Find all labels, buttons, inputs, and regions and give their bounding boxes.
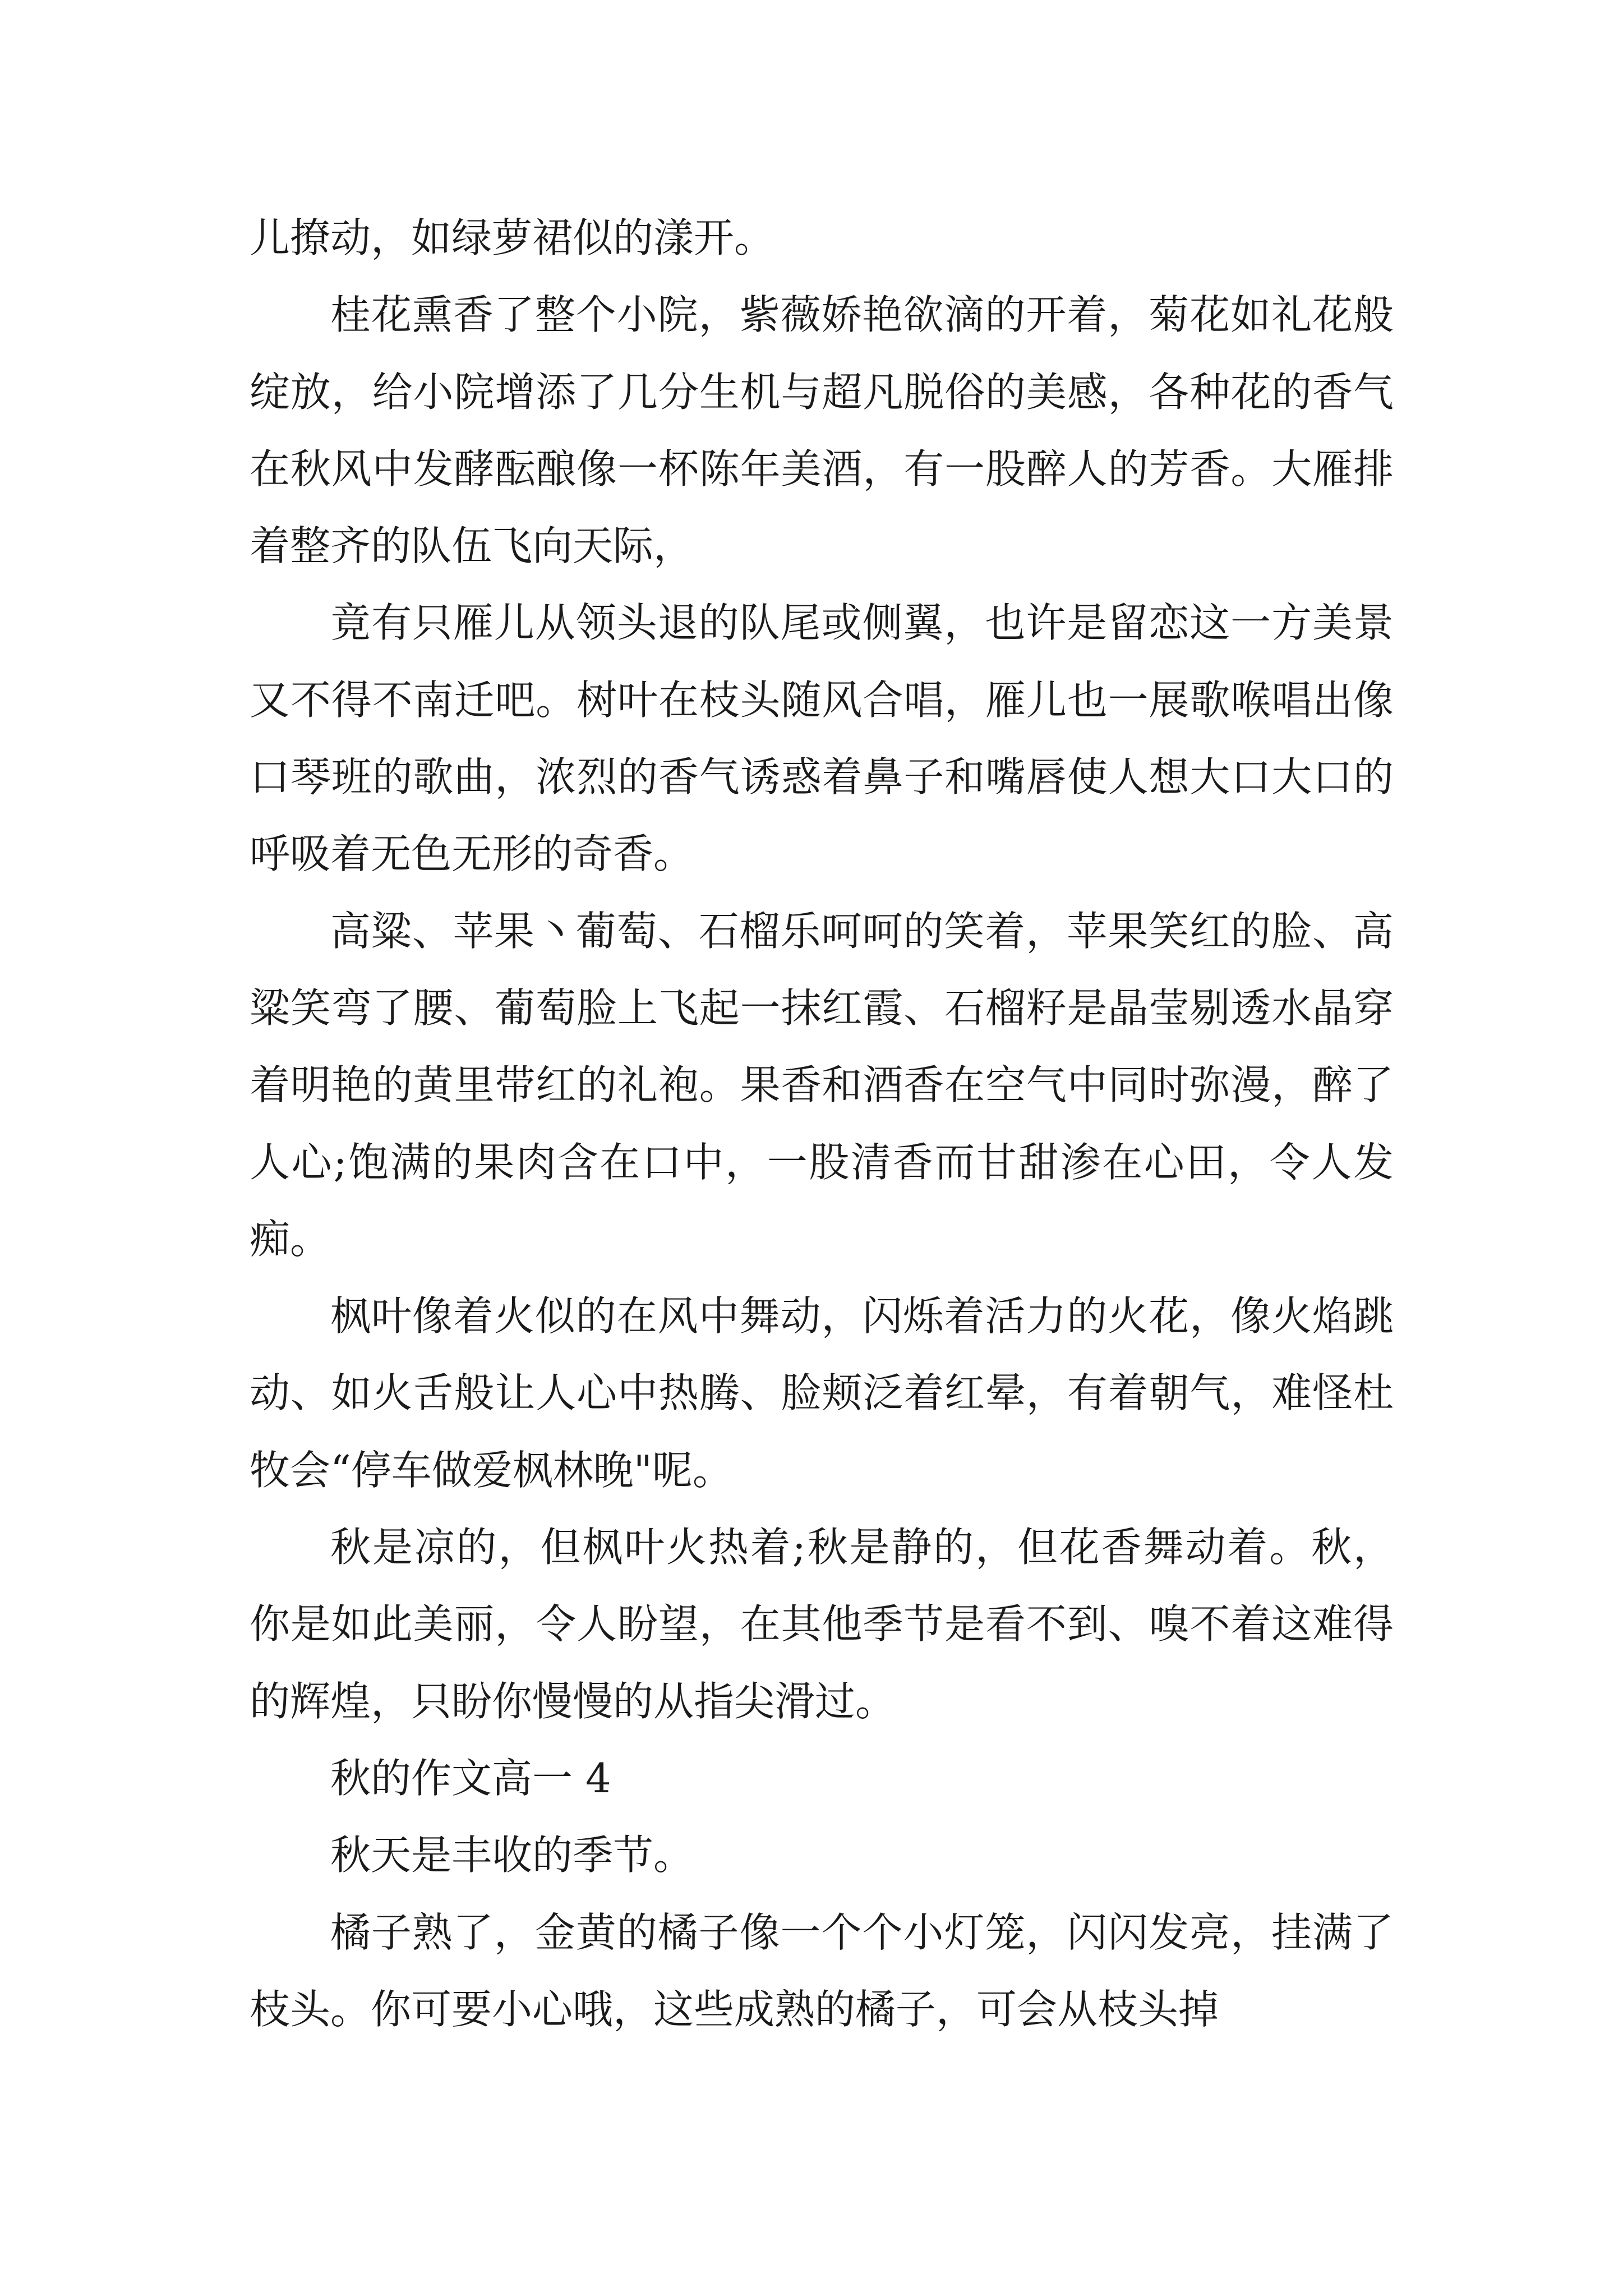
- paragraph-maple-leaves: 枫叶像着火似的在风中舞动，闪烁着活力的火花，像火焰跳动、如火舌般让人心中热腾、脸颊泛着红晕，有着朝气，难怪杜牧会“停车做爱枫林晚"呢。: [250, 1292, 1394, 1494]
- paragraph-harvest-season: 秋天是丰收的季节。: [330, 1832, 694, 1879]
- paragraph-oranges: 橘子熟了，金黄的橘子像一个个小灯笼，闪闪发亮，挂满了枝头。你可要小心哦，这些成熟的橘子，可会从枝头掉: [250, 1908, 1394, 2033]
- paragraph-harvest-fruits: 高粱、苹果丶葡萄、石榴乐呵呵的笑着，苹果笑红的脸、高粱笑弯了腰、葡萄脸上飞起一抹红霞、石榴籽是晶莹剔透水晶穿着明艳的黄里带红的礼袍。果香和酒香在空气中同时弥漫，醉了人心;饱满的果肉含在口中，一股清香而甘甜渗在心田，令人发痴。: [250, 907, 1394, 1263]
- paragraph-autumn-conclusion: 秋是凉的，但枫叶火热着;秋是静的，但花香舞动着。秋，你是如此美丽，令人盼望，在其他季节是看不到、嗅不着这难得的辉煌，只盼你慢慢的从指尖滑过。: [250, 1524, 1394, 1725]
- paragraph-continuation: 儿撩动，如绿萝裙似的漾开。: [250, 214, 775, 261]
- essay-heading: 秋的作文高一 4: [330, 1754, 611, 1802]
- paragraph-osmanthus: 桂花熏香了整个小院，紫薇娇艳欲滴的开着，菊花如礼花般绽放，给小院增添了几分生机与超凡脱俗的美感，各种花的香气在秋风中发酵酝酿像一杯陈年美酒，有一股醉人的芳香。大雁排着整齐的队伍飞向天际，: [250, 291, 1394, 570]
- paragraph-geese: 竟有只雁儿从领头退的队尾或侧翼，也许是留恋这一方美景又不得不南迁吧。树叶在枝头随风合唱，雁儿也一展歌喉唱出像口琴班的歌曲，浓烈的香气诱惑着鼻子和嘴唇使人想大口大口的呼吸着无色无形的奇香。: [250, 599, 1394, 878]
- document-body: [250, 200, 1394, 2048]
